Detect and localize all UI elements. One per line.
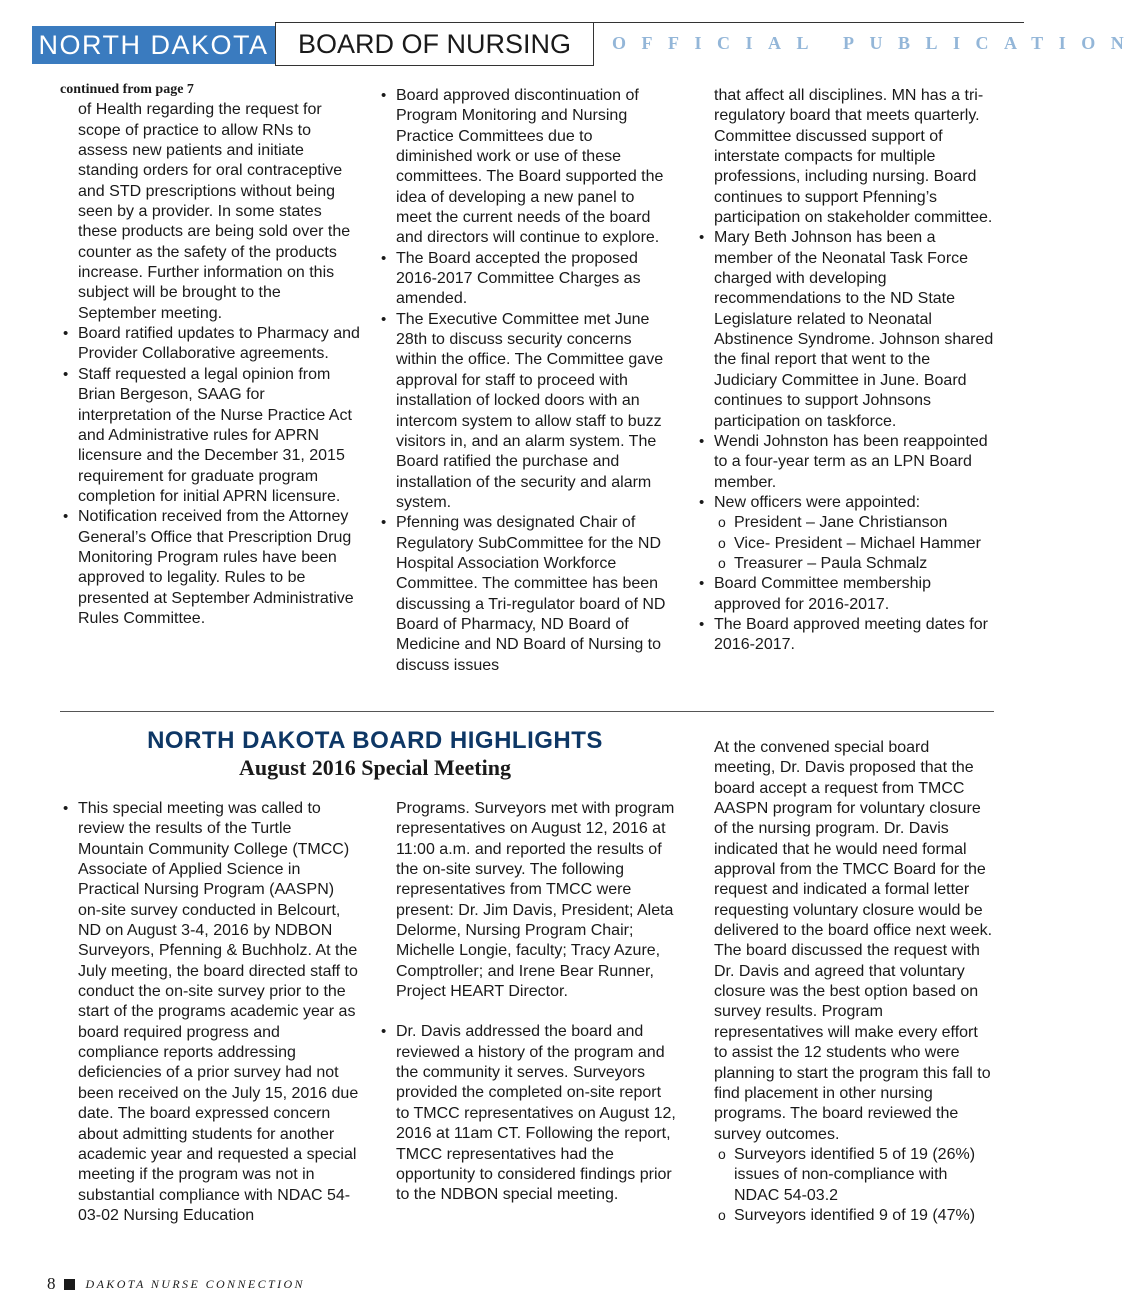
publication-name: DAKOTA NURSE CONNECTION: [85, 1276, 305, 1291]
masthead-tagline: OFFICIAL PUBLICATION: [592, 22, 1024, 64]
officer-item: o Treasurer – Paula Schmalz: [696, 554, 994, 574]
highlights-subtitle: August 2016 Special Meeting: [239, 755, 511, 780]
spacer: [378, 1002, 678, 1022]
masthead-board-title: BOARD OF NURSING: [275, 22, 594, 66]
list-item: • Dr. Davis addressed the board and reviewed a history of the program and the community it serves. Surveyors provided the completed on-site report to TMCC representatives on August 12, 2016 at 11am CT. Following the report, TMCC representatives had the opportunity to considered findings prior to the NDBON special meeting.: [378, 1022, 678, 1205]
masthead: [32, 22, 1139, 66]
list-item: • Notification received from the Attorney General’s Office that Prescription Drug Monitoring Program rules have been approved to legality. Rules to be presented at September Administrative Rules Committee.: [60, 507, 360, 629]
list-item: • Mary Beth Johnson has been a member of the Neonatal Task Force charged with developing recommendations to the ND State Legislature related to Neonatal Abstinence Syndrome. Johnson shared the final report that went to the Judiciary Committee in June. Board continues to support Johnsons participation on taskforce.: [696, 228, 994, 431]
top-column-3: [696, 86, 994, 656]
bullet-list: [378, 1022, 678, 1205]
list-item: • Wendi Johnston has been reappointed to a four-year term as an LPN Board member.: [696, 432, 994, 493]
highlights-column-2: [378, 799, 678, 1206]
list-item: • Board Committee membership approved for 2016-2017.: [696, 574, 994, 615]
bullet-list: [60, 799, 360, 1226]
officer-item: o President – Jane Christianson: [696, 513, 994, 533]
highlights-column-3: [696, 738, 994, 1226]
bullet-list: [696, 1145, 994, 1226]
bullet-list: [60, 324, 360, 629]
list-item: • Board approved discontinuation of Program Monitoring and Nursing Practice Committees due to diminished work or use of these committees. The Board supported the idea of developing a new panel to meet the current needs of the board and directors will continue to explore.: [378, 86, 668, 249]
list-item: • Board ratified updates to Pharmacy and Provider Collaborative agreements.: [60, 324, 360, 365]
survey-item: o Surveyors identified 9 of 19 (47%): [696, 1206, 994, 1226]
survey-item: o Surveyors identified 5 of 19 (26%) issues of non-compliance with NDAC 54-03.2: [696, 1145, 994, 1206]
page-footer: [47, 1274, 305, 1294]
list-item: • New officers were appointed:: [696, 493, 994, 513]
paragraph: At the convened special board meeting, Dr. Davis proposed that the board accept a request from TMCC AASPN program for voluntary closure of the nursing program. Dr. Davis indicated that he would need formal approval from the TMCC Board for the request and indicated a formal letter requesting voluntary closure would be delivered to the board office next week. The board discussed the request with Dr. Davis and agreed that voluntary closure was the best option based on survey results. Program representatives will make every effort to assist the 12 students who were planning to start the program this fall to find placement in other nursing programs. The board reviewed the survey outcomes.: [714, 739, 993, 1143]
continued-note: continued from page 7: [60, 82, 194, 97]
officer-item: o Vice- President – Michael Hammer: [696, 534, 994, 554]
list-item: • Staff requested a legal opinion from Brian Bergeson, SAAG for interpretation of the Nurse Practice Act and Administrative rules for APRN licensure and the December 31, 2015 requirement for graduate program completion for initial APRN licensure.: [60, 365, 360, 507]
page-number: 8: [47, 1274, 56, 1293]
highlights-column-1: [60, 799, 360, 1226]
bullet-list: [378, 86, 668, 676]
list-item: • The Executive Committee met June 28th to discuss security concerns within the office. The Committee gave approval for staff to proceed with installation of locked doors with an intercom system to allow staff to buzz visitors in, and an alarm system. The Board ratified the purchase and installation of the security and alarm system.: [378, 310, 668, 513]
section-divider: [60, 711, 994, 712]
bullet-list: [696, 228, 994, 655]
paragraph: that affect all disciplines. MN has a tri-regulatory board that meets quarterly. Committee discussed support of interstate compacts for multiple professions, including nursing. Board continues to support Pfenning’s participation on stakeholder committee.: [714, 87, 993, 227]
paragraph: of Health regarding the request for scope of practice to allow RNs to assess new patients and initiate standing orders for oral contraceptive and STD prescriptions without being seen by a provider. In some states these products are being sold over the counter as the safety of the products increase. Further information on this subject will be brought to the September meeting.: [78, 101, 351, 322]
highlights-title: NORTH DAKOTA BOARD HIGHLIGHTS: [147, 727, 603, 754]
list-item: • Pfenning was designated Chair of Regulatory SubCommittee for the ND Hospital Association Workforce Committee. The committee has been discussing a Tri-regulator board of ND Board of Pharmacy, ND Board of Medicine and ND Board of Nursing to discuss issues: [378, 513, 668, 676]
list-item: • This special meeting was called to review the results of the Turtle Mountain Community College (TMCC) Associate of Applied Science in Practical Nursing Program (AASPN) on-site survey conducted in Belcourt, ND on August 3-4, 2016 by NDBON Surveyors, Pfenning & Buchholz. At the July meeting, the board directed staff to conduct the on-site survey prior to the start of the programs academic year as board required progress and compliance reports addressing deficiencies of a prior survey had not been received on the July 15, 2016 due date. The board expressed concern about admitting students for another academic year and requested a special meeting if the program was not in substantial compliance with NDAC 54-03-02 Nursing Education: [60, 799, 360, 1226]
list-item: • The Board accepted the proposed 2016-2017 Committee Charges as amended.: [378, 249, 668, 310]
square-icon: [64, 1279, 75, 1290]
list-item: • The Board approved meeting dates for 2016-2017.: [696, 615, 994, 656]
top-column-1: [60, 80, 360, 629]
top-column-2: [378, 86, 668, 676]
masthead-state: NORTH DAKOTA: [32, 26, 275, 64]
paragraph: Programs. Surveyors met with program representatives on August 12, 2016 at 11:00 a.m. and reported the results of the on-site survey. The following representatives from TMCC were present: Dr. Jim Davis, President; Aleta Delorme, Nursing Program Chair; Michelle Longie, faculty; Tracy Azure, Comptroller; and Irene Bear Runner, Project HEART Director.: [396, 800, 675, 1001]
